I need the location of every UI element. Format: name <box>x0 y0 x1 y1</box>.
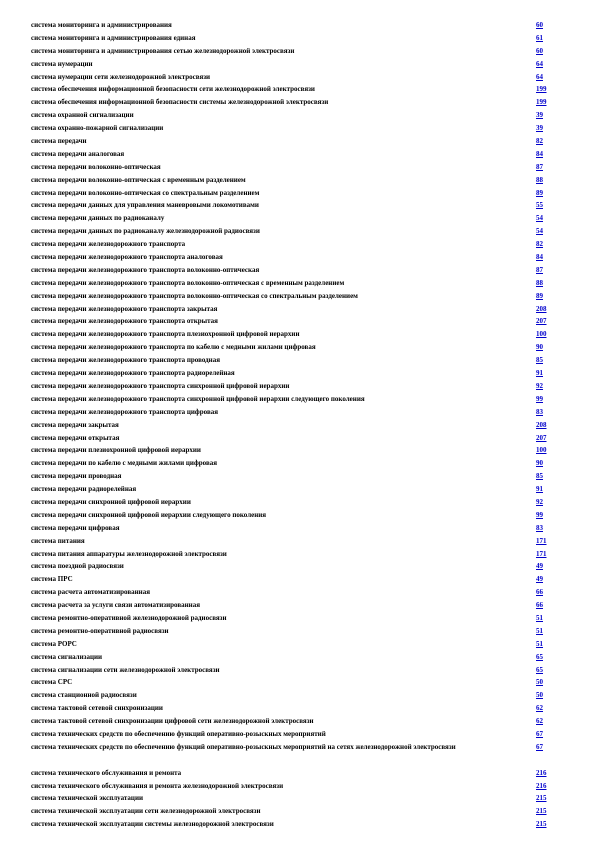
index-term: система мониторинга и администрирования единая <box>31 33 196 42</box>
index-term: система передачи железнодорожного транспорта по кабелю с медными жилами цифровая <box>31 343 316 352</box>
index-entry <box>31 689 552 702</box>
page-number-link[interactable]: 215 <box>536 794 547 803</box>
index-term: система передачи железнодорожного транспорта цифровая <box>31 407 219 416</box>
index-entry <box>31 161 552 174</box>
index-term: система питания аппаратуры железнодорожной электросвязи <box>31 549 227 558</box>
page-number-link[interactable]: 64 <box>536 59 543 68</box>
page-number-link[interactable]: 60 <box>536 46 543 55</box>
index-entry <box>31 548 552 561</box>
index-term: система передачи закрытая <box>31 420 119 429</box>
index-entry <box>31 457 552 470</box>
page-number-link[interactable]: 83 <box>536 523 543 532</box>
index-term: система передачи радиорелейная <box>31 485 137 494</box>
index-entry <box>31 367 552 380</box>
page-number-link[interactable]: 39 <box>536 111 543 120</box>
page-number-link[interactable]: 90 <box>536 343 543 352</box>
index-term: система питания <box>31 536 85 545</box>
index-entry <box>31 83 552 96</box>
page-number-link[interactable]: 62 <box>536 717 543 726</box>
page-number-link[interactable]: 207 <box>536 433 547 442</box>
page-number-link[interactable]: 215 <box>536 820 547 829</box>
index-entry <box>31 277 552 290</box>
index-term: система передачи данных по радиоканалу железнодорожной радиосвязи <box>31 227 260 236</box>
index-entry <box>31 238 552 251</box>
page-number-link[interactable]: 207 <box>536 317 547 326</box>
index-term: система нумерации сети железнодорожной электросвязи <box>31 72 211 81</box>
index-term: система передачи цифровая <box>31 523 120 532</box>
index-term: система сигнализации <box>31 652 103 661</box>
index-term: система передачи проводная <box>31 472 122 481</box>
page-number-link[interactable]: 51 <box>536 626 543 635</box>
index-entry <box>31 225 552 238</box>
index-entry <box>31 805 552 818</box>
page-number-link[interactable]: 83 <box>536 407 543 416</box>
index-entry <box>31 212 552 225</box>
index-entry <box>31 419 552 432</box>
page-number-link[interactable]: 92 <box>536 497 543 506</box>
page-number-link[interactable]: 50 <box>536 678 543 687</box>
page-number-link[interactable]: 171 <box>536 549 547 558</box>
index-list <box>31 19 552 831</box>
index-term: система передачи железнодорожного транспорта синхронной цифровой иерархии <box>31 381 290 390</box>
index-term: система мониторинга и администрирования <box>31 21 172 29</box>
index-entry <box>31 573 552 586</box>
page-number-link[interactable]: 51 <box>536 639 543 648</box>
index-term: система нумерации <box>31 59 93 68</box>
index-term: система передачи плезиохронной цифровой иерархии <box>31 446 201 455</box>
page-number-link[interactable]: 171 <box>536 536 547 545</box>
index-term: система технического обслуживания и ремонта <box>31 768 182 777</box>
index-entry <box>31 315 552 328</box>
index-term: система передачи железнодорожного транспорта волоконно-оптическая со спектральным разделением <box>31 291 358 300</box>
index-term: система сигнализации сети железнодорожной электросвязи <box>31 665 220 674</box>
index-term: система технических средств по обеспечению функций оперативно-розыскных мероприятий на сетях железнодорожной электросвязи <box>31 742 456 751</box>
page-number-link[interactable]: 88 <box>536 278 543 287</box>
page-number-link[interactable]: 216 <box>536 768 547 777</box>
index-entry <box>31 432 552 445</box>
page-number-link[interactable]: 100 <box>536 330 547 339</box>
index-term: система расчета автоматизированная <box>31 588 150 597</box>
index-entry <box>31 251 552 264</box>
index-term: система передачи аналоговая <box>31 149 125 158</box>
index-entry <box>31 45 552 58</box>
page-number-link[interactable]: 49 <box>536 575 543 584</box>
index-entry <box>31 109 552 122</box>
page-number-link[interactable]: 208 <box>536 304 547 313</box>
index-entry <box>31 586 552 599</box>
index-term: система передачи волоконно-оптическая с временным разделением <box>31 175 246 184</box>
index-entry <box>31 174 552 187</box>
page-number-link[interactable]: 54 <box>536 227 543 236</box>
index-term: система передачи железнодорожного транспорта плезиохронной цифровой иерархии <box>31 330 300 339</box>
page-number-link[interactable]: 61 <box>536 33 543 42</box>
index-entry <box>31 199 552 212</box>
page-number-link[interactable]: 65 <box>536 665 543 674</box>
index-term: система передачи по кабелю с медными жилами цифровая <box>31 459 218 468</box>
index-term: система обеспечения информационной безопасности сети железнодорожной электросвязи <box>31 85 315 94</box>
page-number-link[interactable]: 65 <box>536 652 543 661</box>
index-entry <box>31 792 552 805</box>
index-entry <box>31 406 552 419</box>
index-entry <box>31 122 552 135</box>
index-term: система технической эксплуатации <box>31 794 144 803</box>
index-entry <box>31 341 552 354</box>
page-number-link[interactable]: 199 <box>536 98 547 107</box>
index-term: система технических средств по обеспечению функций оперативно-розыскных мероприятий <box>31 729 326 738</box>
index-entry <box>31 470 552 483</box>
index-entry <box>31 728 552 741</box>
index-term: система станционной радиосвязи <box>31 691 137 700</box>
index-entry <box>31 303 552 316</box>
index-entry <box>31 664 552 677</box>
page-number-link[interactable]: 89 <box>536 188 543 197</box>
index-entry <box>31 483 552 496</box>
index-entry <box>31 96 552 109</box>
index-term: система передачи железнодорожного транспорта синхронной цифровой иерархии следующего поколения <box>31 394 365 403</box>
index-entry <box>31 599 552 612</box>
page-number-link[interactable]: 99 <box>536 394 543 403</box>
index-entry <box>31 560 552 573</box>
page-number-link[interactable]: 39 <box>536 124 543 133</box>
index-term: система ремонтно-оперативной железнодорожной радиосвязи <box>31 613 227 622</box>
index-entry <box>31 818 552 831</box>
index-term: система расчета за услуги связи автоматизированная <box>31 601 201 610</box>
index-term: система передачи данных для управления маневровыми локомотивами <box>31 201 259 210</box>
page-number-link[interactable]: 64 <box>536 72 543 81</box>
page-number-link[interactable]: 50 <box>536 691 543 700</box>
page-number-link[interactable]: 54 <box>536 214 543 223</box>
index-entry <box>31 444 552 457</box>
index-term: система передачи открытая <box>31 433 120 442</box>
index-term: система ремонтно-оперативной радиосвязи <box>31 626 169 635</box>
page-number-link[interactable]: 199 <box>536 85 547 94</box>
index-entry <box>31 638 552 651</box>
page-number-link[interactable]: 82 <box>536 137 543 146</box>
page-number-link[interactable]: 87 <box>536 162 543 171</box>
index-term: система РОРС <box>31 639 77 648</box>
index-entry <box>31 148 552 161</box>
page-number-link[interactable]: 91 <box>536 369 543 378</box>
index-entry <box>31 676 552 689</box>
page-number-link[interactable]: 91 <box>536 485 543 494</box>
index-term: система передачи железнодорожного транспорта <box>31 240 186 249</box>
index-term: система передачи железнодорожного транспорта радиорелейная <box>31 369 235 378</box>
index-entry <box>31 135 552 148</box>
index-entry <box>31 290 552 303</box>
index-entry <box>31 522 552 535</box>
page-number-link[interactable]: 67 <box>536 742 543 751</box>
index-entry <box>31 702 552 715</box>
index-entry <box>31 612 552 625</box>
page-number-link[interactable]: 66 <box>536 601 543 610</box>
index-term: система передачи железнодорожного транспорта закрытая <box>31 304 218 313</box>
page-number-link[interactable]: 51 <box>536 613 543 622</box>
index-entry <box>31 715 552 728</box>
index-term: система ПРС <box>31 575 73 584</box>
index-entry <box>31 19 552 32</box>
index-entry <box>31 393 552 406</box>
index-term: система технической эксплуатации системы железнодорожной электросвязи <box>31 820 274 829</box>
index-entry <box>31 509 552 522</box>
page-number-link[interactable]: 55 <box>536 201 543 210</box>
index-entry <box>31 71 552 84</box>
index-term: система поездной радиосвязи <box>31 562 124 571</box>
page-number-link[interactable]: 208 <box>536 420 547 429</box>
index-term: система передачи волоконно-оптическая <box>31 162 161 171</box>
index-term: система передачи железнодорожного транспорта проводная <box>31 356 221 365</box>
index-term: система передачи волоконно-оптическая со спектральным разделением <box>31 188 260 197</box>
page-number-link[interactable]: 216 <box>536 781 547 790</box>
index-entry <box>31 32 552 45</box>
index-entry <box>31 187 552 200</box>
page-number-link[interactable]: 49 <box>536 562 543 571</box>
index-entry <box>31 58 552 71</box>
index-term: система СРС <box>31 678 73 687</box>
page-number-link[interactable]: 60 <box>536 21 543 29</box>
page-number-link[interactable]: 100 <box>536 446 547 455</box>
index-term: система передачи железнодорожного транспорта аналоговая <box>31 253 223 262</box>
page-number-link[interactable]: 88 <box>536 175 543 184</box>
page-number-link[interactable]: 67 <box>536 729 543 738</box>
index-entry <box>31 264 552 277</box>
index-term: система обеспечения информационной безопасности системы железнодорожной электросвязи <box>31 98 329 107</box>
index-term: система охранно-пожарной сигнализации <box>31 124 164 133</box>
index-entry <box>31 780 552 793</box>
index-term: система технической эксплуатации сети железнодорожной электросвязи <box>31 807 261 816</box>
index-entry <box>31 535 552 548</box>
index-entry <box>31 496 552 509</box>
page-number-link[interactable]: 99 <box>536 510 543 519</box>
page-number-link[interactable]: 84 <box>536 253 543 262</box>
index-term: система передачи железнодорожного транспорта волоконно-оптическая <box>31 265 260 274</box>
index-entry <box>31 767 552 780</box>
index-entry <box>31 741 552 767</box>
index-term: система передачи синхронной цифровой иерархии <box>31 497 191 506</box>
index-entry <box>31 328 552 341</box>
index-term: система передачи железнодорожного транспорта открытая <box>31 317 218 326</box>
page-number-link[interactable]: 66 <box>536 588 543 597</box>
index-term: система передачи железнодорожного транспорта волоконно-оптическая с временным разделением <box>31 278 345 287</box>
index-entry <box>31 651 552 664</box>
page-number-link[interactable]: 82 <box>536 240 543 249</box>
page-number-link[interactable]: 87 <box>536 265 543 274</box>
index-term: система мониторинга и администрирования сетью железнодорожной электросвязи <box>31 46 295 55</box>
page-number-link[interactable]: 62 <box>536 704 543 713</box>
page-number-link[interactable]: 215 <box>536 807 547 816</box>
index-term: система тактовой сетевой синхронизации цифровой сети железнодорожной электросвязи <box>31 717 314 726</box>
index-term: система тактовой сетевой синхронизации <box>31 704 163 713</box>
page-number-link[interactable]: 85 <box>536 356 543 365</box>
page-number-link[interactable]: 85 <box>536 472 543 481</box>
page-number-link[interactable]: 92 <box>536 381 543 390</box>
index-term: система передачи синхронной цифровой иерархии следующего поколения <box>31 510 267 519</box>
index-entry <box>31 625 552 638</box>
index-term: система охранной сигнализации <box>31 111 134 120</box>
page-number-link[interactable]: 90 <box>536 459 543 468</box>
page-number-link[interactable]: 84 <box>536 149 543 158</box>
index-term: система передачи данных по радиоканалу <box>31 214 165 223</box>
index-entry <box>31 354 552 367</box>
index-term: система передачи <box>31 137 87 146</box>
index-term: система технического обслуживания и ремонта железнодорожной электросвязи <box>31 781 284 790</box>
index-entry <box>31 380 552 393</box>
page-number-link[interactable]: 89 <box>536 291 543 300</box>
